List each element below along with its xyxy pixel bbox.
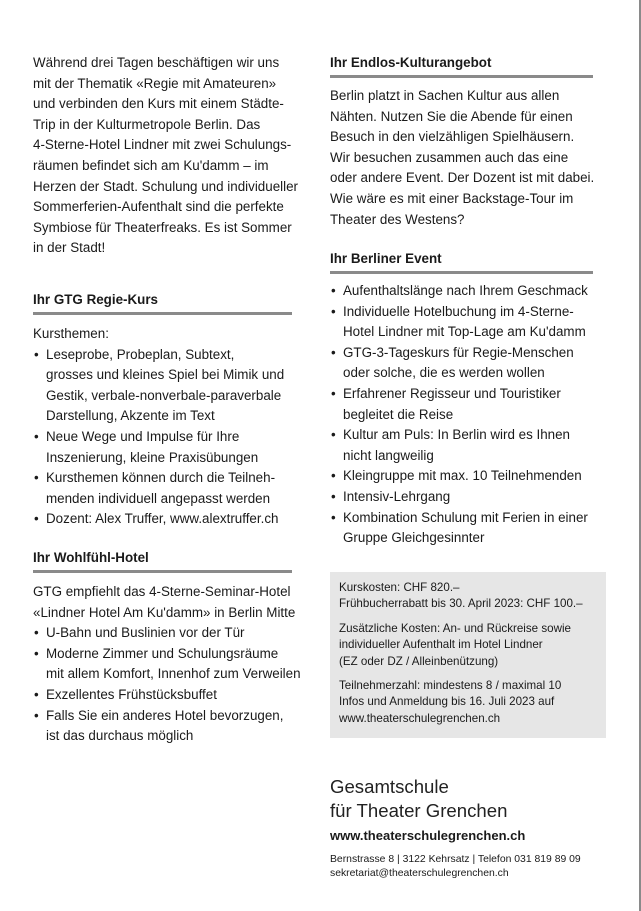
list-item: • Individuelle Hotelbuchung im 4-Sterne- Hotel Lindner mit Top-Lage am Ku'damm [330,302,610,343]
info-box [330,572,606,738]
kultur-text: Berlin platzt in Sachen Kultur aus allen Nähten. Nutzen Sie die Abende für einen Besuch in den vielzähligen Spielhäusern. Wir besuchen zusammen auch das eine oder andere Event. Der Dozent ist mit dabei. Wie wäre es mit einer Backstage-Tour im Theater des Westens? [330,88,595,227]
list-item: • Falls Sie ein anderes Hotel bevorzugen, ist das durchaus möglich [33,706,292,747]
kurs-subhead: Kursthemen: [33,326,109,341]
zusatz-text: Zusätzliche Kosten: An- und Rückreise sowie individueller Aufenthalt im Hotel Lindner (EZ oder DZ / Alleinbenützung) [339,621,571,668]
list-item: • Kleingruppe mit max. 10 Teilnehmenden [330,466,610,487]
list-item: • Kultur am Puls: In Berlin wird es Ihnen nicht langweilig [330,425,610,466]
list-item: • Exzellentes Frühstücksbuffet [33,685,292,706]
brand-title: Gesamtschule für Theater Grenchen [330,776,508,821]
event-section [330,250,593,549]
hotel-heading: Ihr Wohlfühl-Hotel [33,549,292,573]
kultur-heading: Ihr Endlos-Kulturangebot [330,54,593,78]
list-item: • Erfahrener Regisseur und Touristiker begleitet die Reise [330,384,610,425]
list-item: • Leseprobe, Probeplan, Subtext, grosses und kleines Spiel bei Mimik und Gestik, verbale-nonverbale-paraverbale Darstellung, Akzente im Text [33,345,292,427]
brand-email-link[interactable]: sekretariat@theaterschulegrenchen.ch [330,868,509,879]
hotel-list [33,623,301,747]
list-item: • Aufenthaltslänge nach Ihrem Geschmack [330,281,610,302]
teilnehmer-text: Teilnehmerzahl: mindestens 8 / maximal 10 Infos und Anmeldung bis 16. Juli 2023 auf www.theaterschulegrenchen.ch [339,679,562,725]
list-item: • Dozent: Alex Truffer, www.alextruffer.ch [33,509,292,530]
kurs-heading: Ihr GTG Regie-Kurs [33,291,292,315]
kultur-section [330,54,593,230]
event-heading: Ihr Berliner Event [330,250,593,274]
list-item: • Moderne Zimmer und Schulungsräume mit allem Komfort, Innenhof zum Verweilen [33,644,326,685]
kosten-text: Kurskosten: CHF 820.– Frühbucherrabatt bis 30. April 2023: CHF 100.– [339,581,583,611]
list-item: • Kombination Schulung mit Ferien in einer Gruppe Gleichgesinnter [330,508,610,549]
brand-url-link[interactable]: www.theaterschulegrenchen.ch [330,828,526,843]
kurs-section [33,291,292,530]
list-item: • Intensiv-Lehrgang [330,487,610,508]
list-item: • Neue Wege und Impulse für Ihre Inszenierung, kleine Praxisübungen [33,427,292,468]
event-list [330,281,610,549]
list-item: • U-Bahn und Buslinien vor der Tür [33,623,292,644]
intro-paragraph: Während drei Tagen beschäftigen wir uns mit der Thematik «Regie mit Amateuren» und verbinden den Kurs mit einem Städte- Trip in der Kulturmetropole Berlin. Das 4-Sterne-Hotel Lindner mit zwei Schulungs- räumen befindet sich am Ku'damm – im Herzen der Stadt. Schulung und individueller Sommerferien-Aufenthalt sind die perfekte Symbiose für Theaterfreaks. Es ist Sommer in der Stadt! [33,55,299,256]
brand-block [330,775,610,881]
brand-address: Bernstrasse 8 | 3122 Kehrsatz | Telefon 031 819 89 09 [330,854,581,865]
hotel-section [33,549,301,747]
kurs-list [33,345,292,530]
hotel-intro: GTG empfiehlt das 4-Sterne-Seminar-Hotel «Lindner Hotel Am Ku'damm» in Berlin Mitte [33,584,296,620]
list-item: • Kursthemen können durch die Teilneh- menden individuell angepasst werden [33,468,292,509]
list-item: • GTG-3-Tageskurs für Regie-Menschen oder solche, die es werden wollen [330,343,610,384]
